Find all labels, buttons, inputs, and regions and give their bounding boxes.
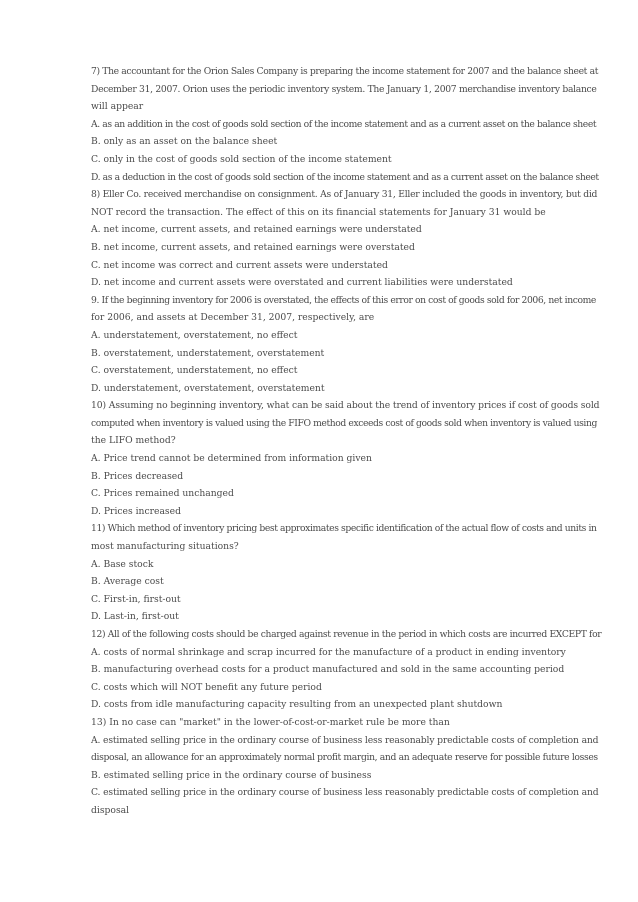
text-line: D. costs from idle manufacturing capacity resulting from an unexpected plant shutdown bbox=[91, 699, 503, 711]
text-line: A. estimated selling price in the ordinary course of business less reasonably predictable costs of completion and bbox=[91, 734, 599, 746]
text-line: A. net income, current assets, and retained earnings were understated bbox=[91, 224, 422, 236]
text-line: 13) In no case can "market" in the lower-of-cost-or-market rule be more than bbox=[91, 716, 450, 728]
text-line: disposal bbox=[91, 804, 130, 816]
text-line: B. estimated selling price in the ordinary course of business bbox=[91, 769, 372, 781]
text-line: C. estimated selling price in the ordinary course of business less reasonably predictable costs of completion and bbox=[91, 787, 599, 799]
text-line: D. net income and current assets were overstated and current liabilities were understated bbox=[91, 277, 513, 289]
text-line: computed when inventory is valued using the FIFO method exceeds cost of goods sold when inventory is valued using bbox=[91, 417, 597, 429]
text-line: 10) Assuming no beginning inventory, what can be said about the trend of inventory prices if cost of goods sold bbox=[91, 400, 600, 412]
text-line: the LIFO method? bbox=[91, 435, 176, 447]
text-line: D. understatement, overstatement, overstatement bbox=[91, 382, 325, 394]
text-line: B. net income, current assets, and retained earnings were overstated bbox=[91, 241, 415, 253]
text-line: B. Average cost bbox=[91, 576, 164, 588]
text-line: B. overstatement, understatement, overstatement bbox=[91, 347, 325, 359]
text-line: December 31, 2007. Orion uses the periodic inventory system. The January 1, 2007 merchandise inventory balance bbox=[91, 83, 597, 95]
text-line: D. as a deduction in the cost of goods sold section of the income statement and as a current asset on the balance sheet bbox=[91, 171, 599, 183]
text-line: A. understatement, overstatement, no effect bbox=[91, 329, 298, 341]
text-line: C. only in the cost of goods sold section of the income statement bbox=[91, 153, 392, 165]
text-line: 12) All of the following costs should be charged against revenue in the period in which costs are incurred EXCEPT for bbox=[91, 629, 602, 640]
text-line: A. as an addition in the cost of goods sold section of the income statement and as a current asset on the balance sheet bbox=[91, 118, 597, 130]
text-line: C. Prices remained unchanged bbox=[91, 488, 234, 500]
text-line: C. net income was correct and current assets were understated bbox=[91, 259, 388, 271]
text-line: D. Last-in, first-out bbox=[91, 611, 179, 623]
text-line: will appear bbox=[91, 101, 144, 113]
text-line: 7) The accountant for the Orion Sales Company is preparing the income statement for 2007 and the balance sheet at bbox=[91, 66, 599, 77]
text-line: most manufacturing situations? bbox=[91, 541, 239, 553]
document-page bbox=[91, 63, 601, 820]
text-line: A. Base stock bbox=[91, 558, 154, 570]
text-line: C. costs which will NOT benefit any future period bbox=[91, 681, 322, 693]
text-line: A. Price trend cannot be determined from information given bbox=[91, 453, 372, 465]
text-line: for 2006, and assets at December 31, 2007, respectively, are bbox=[91, 312, 375, 324]
text-line: NOT record the transaction. The effect of this on its financial statements for January 31 would be bbox=[91, 206, 546, 218]
text-line: 11) Which method of inventory pricing best approximates specific identification of the actual flow of costs and units in bbox=[91, 523, 597, 535]
text-line: 9. If the beginning inventory for 2006 is overstated, the effects of this error on cost of goods sold for 2006, net income bbox=[91, 294, 596, 306]
text-line: disposal, an allowance for an approximately normal profit margin, and an adequate reserve for possible future losses bbox=[91, 752, 598, 764]
text-line: B. Prices decreased bbox=[91, 470, 184, 482]
text-line: A. costs of normal shrinkage and scrap incurred for the manufacture of a product in ending inventory bbox=[91, 646, 566, 658]
text-line: C. overstatement, understatement, no effect bbox=[91, 365, 298, 377]
text-line: C. First-in, first-out bbox=[91, 593, 181, 605]
text-line: B. only as an asset on the balance sheet bbox=[91, 136, 278, 148]
text-line: D. Prices increased bbox=[91, 505, 181, 517]
text-line: 8) Eller Co. received merchandise on consignment. As of January 31, Eller included the goods in inventory, but did bbox=[91, 189, 598, 201]
text-line: B. manufacturing overhead costs for a product manufactured and sold in the same accounting period bbox=[91, 664, 565, 676]
